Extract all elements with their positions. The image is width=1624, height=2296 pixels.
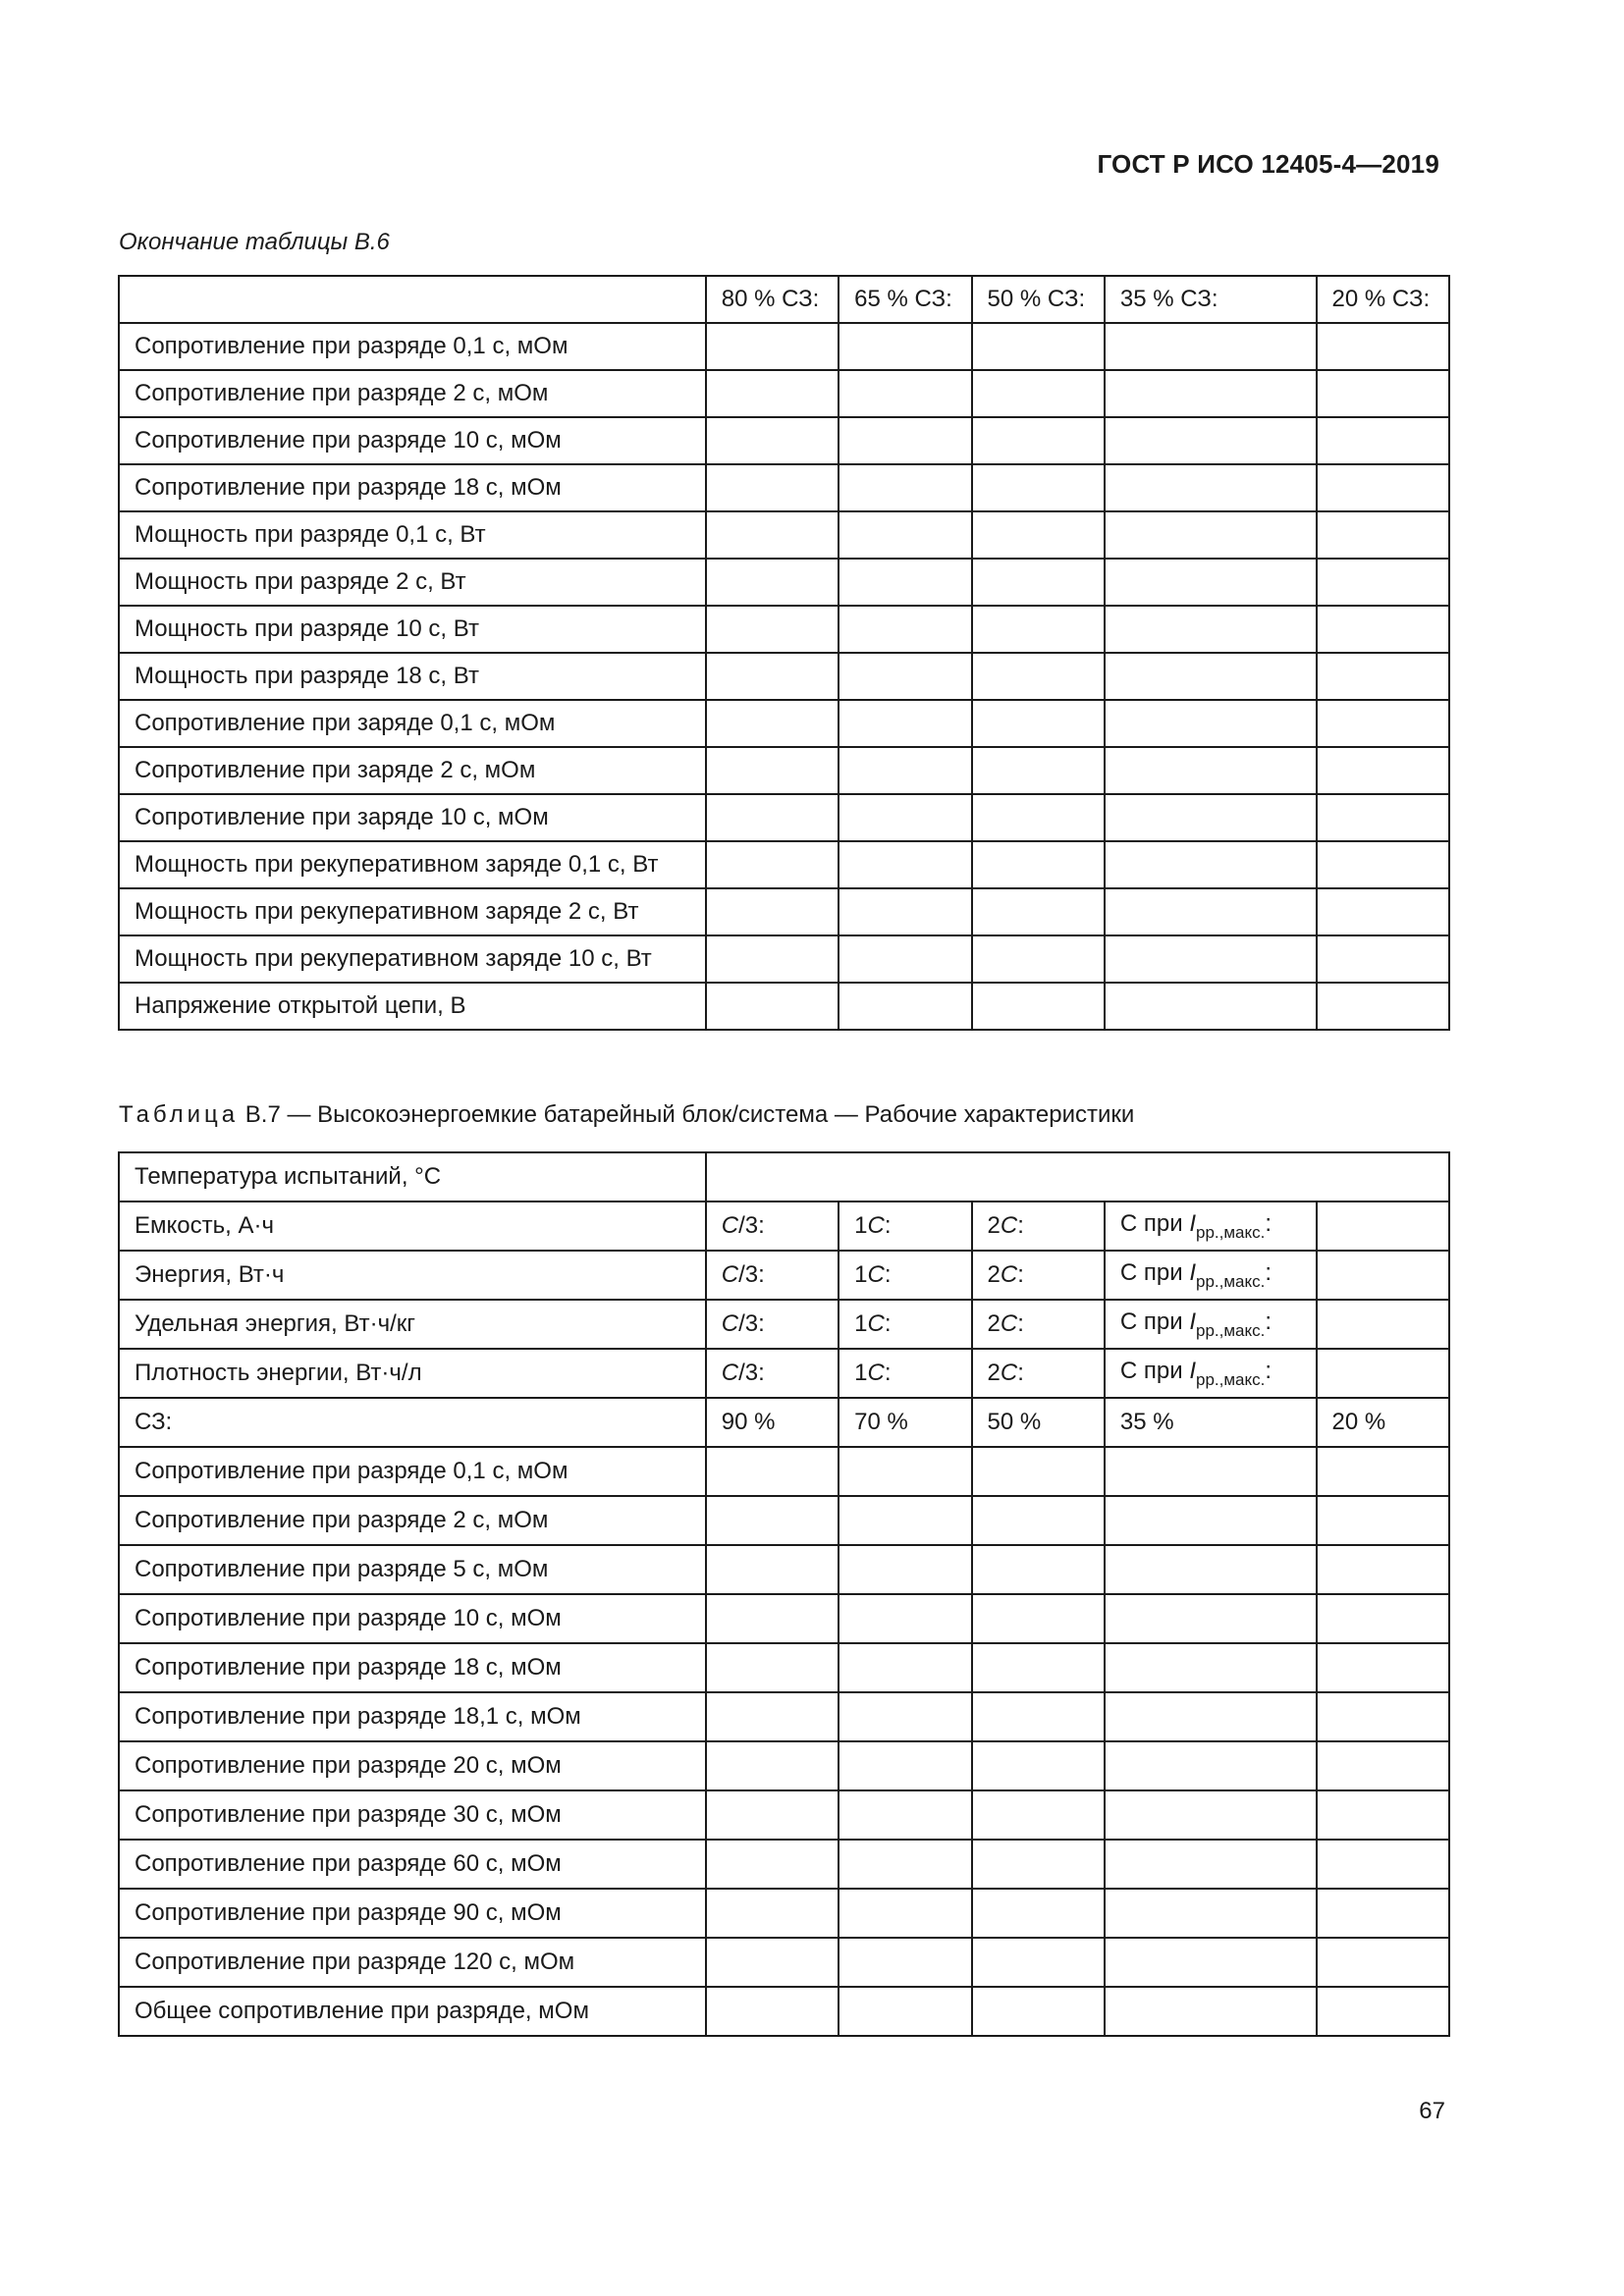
empty-cell	[706, 653, 839, 700]
empty-cell	[972, 1643, 1105, 1692]
empty-cell	[839, 983, 971, 1030]
empty-cell	[706, 1545, 839, 1594]
empty-cell	[706, 935, 839, 983]
rate-max-cell	[1105, 1201, 1317, 1251]
row-label: Мощность при разряде 2 с, Вт	[119, 559, 706, 606]
empty-cell	[706, 1496, 839, 1545]
table-continuation-caption: Окончание таблицы В.6	[119, 229, 390, 255]
table-title-word: Таблица	[119, 1101, 240, 1128]
empty-cell	[1317, 559, 1449, 606]
rate-1c-cell	[839, 1349, 971, 1398]
rate-suffix: /3:	[738, 1360, 765, 1386]
empty-cell	[839, 1692, 971, 1741]
row-label: Сопротивление при разряде 60 с, мОм	[119, 1840, 706, 1889]
row-label: Мощность при рекуперативном заряде 10 с, Вт	[119, 935, 706, 983]
rate-max-cell	[1105, 1300, 1317, 1349]
soc-value: 50 %	[972, 1398, 1105, 1447]
empty-cell	[972, 794, 1105, 841]
row-label: Мощность при разряде 10 с, Вт	[119, 606, 706, 653]
row-label: Энергия, Вт·ч	[119, 1251, 706, 1300]
empty-cell	[839, 511, 971, 559]
empty-cell	[706, 1594, 839, 1643]
table-row	[119, 653, 1449, 700]
empty-cell	[1105, 653, 1317, 700]
table-row	[119, 841, 1449, 888]
empty-cell	[839, 1545, 971, 1594]
empty-cell	[839, 653, 971, 700]
empty-cell	[972, 1889, 1105, 1938]
empty-cell	[1317, 1349, 1449, 1398]
empty-cell	[1105, 606, 1317, 653]
empty-cell	[972, 511, 1105, 559]
empty-cell	[1317, 1692, 1449, 1741]
empty-cell	[839, 1938, 971, 1987]
rate-2c-cell	[972, 1349, 1105, 1398]
empty-cell	[839, 888, 971, 935]
empty-cell	[1105, 983, 1317, 1030]
empty-cell	[972, 370, 1105, 417]
table-row	[119, 1447, 1449, 1496]
rate-symbol: C	[867, 1310, 885, 1337]
empty-cell	[972, 1741, 1105, 1790]
empty-cell	[972, 606, 1105, 653]
table-row	[119, 323, 1449, 370]
table-row	[119, 1987, 1449, 2036]
current-subscript: рр.,макс.	[1196, 1222, 1266, 1242]
table-row	[119, 606, 1449, 653]
empty-cell	[1105, 935, 1317, 983]
rate-suffix: :	[1265, 1357, 1272, 1384]
rate-symbol: C	[867, 1360, 885, 1386]
current-subscript: рр.,макс.	[1196, 1320, 1266, 1340]
empty-cell	[1105, 888, 1317, 935]
rate-suffix: /3:	[738, 1310, 765, 1337]
empty-cell	[1105, 1889, 1317, 1938]
empty-cell	[1105, 1545, 1317, 1594]
rate-max-cell	[1105, 1251, 1317, 1300]
empty-cell	[1317, 370, 1449, 417]
empty-cell	[706, 1790, 839, 1840]
table-row	[119, 417, 1449, 464]
soc-label: СЗ:	[119, 1398, 706, 1447]
rate-c3-cell	[706, 1349, 839, 1398]
empty-cell	[839, 1790, 971, 1840]
empty-cell	[1105, 794, 1317, 841]
empty-cell	[1105, 370, 1317, 417]
empty-cell	[1317, 1987, 1449, 2036]
empty-cell	[1317, 1496, 1449, 1545]
empty-cell	[1105, 1692, 1317, 1741]
rate-suffix: /3:	[738, 1212, 765, 1239]
table-row	[119, 464, 1449, 511]
empty-cell	[1317, 747, 1449, 794]
empty-cell	[706, 1643, 839, 1692]
row-label: Сопротивление при разряде 10 с, мОм	[119, 417, 706, 464]
rate-suffix: :	[1017, 1212, 1024, 1239]
empty-cell	[706, 323, 839, 370]
rate-prefix: С при	[1119, 1209, 1190, 1237]
empty-cell	[972, 323, 1105, 370]
current-subscript: рр.,макс.	[1196, 1369, 1266, 1389]
page-number: 67	[1419, 2098, 1445, 2124]
row-label: Сопротивление при разряде 20 с, мОм	[119, 1741, 706, 1790]
empty-cell	[706, 1987, 839, 2036]
capacity-row	[119, 1349, 1449, 1398]
table-row	[119, 370, 1449, 417]
row-label: Мощность при разряде 0,1 с, Вт	[119, 511, 706, 559]
table-b7	[118, 1151, 1450, 2037]
empty-cell	[706, 1840, 839, 1889]
empty-cell	[1105, 1840, 1317, 1889]
empty-cell	[972, 1447, 1105, 1496]
rate-prefix: 1	[854, 1212, 868, 1239]
row-label: Плотность энергии, Вт·ч/л	[119, 1349, 706, 1398]
empty-cell	[1105, 323, 1317, 370]
table-row	[119, 888, 1449, 935]
empty-cell	[1317, 1201, 1449, 1251]
empty-cell	[839, 935, 971, 983]
rate-symbol: C	[721, 1212, 739, 1239]
empty-cell	[972, 1594, 1105, 1643]
row-label: Сопротивление при разряде 18 с, мОм	[119, 1643, 706, 1692]
row-label: Сопротивление при заряде 10 с, мОм	[119, 794, 706, 841]
table-row	[119, 1790, 1449, 1840]
row-label: Сопротивление при разряде 18,1 с, мОм	[119, 1692, 706, 1741]
row-label: Сопротивление при разряде 120 с, мОм	[119, 1938, 706, 1987]
table-row	[119, 794, 1449, 841]
rate-symbol: C	[1000, 1360, 1018, 1386]
empty-cell	[1105, 417, 1317, 464]
empty-cell	[1317, 464, 1449, 511]
empty-cell	[839, 700, 971, 747]
current-symbol: I	[1189, 1258, 1196, 1286]
rate-symbol: C	[867, 1261, 885, 1288]
empty-cell	[972, 700, 1105, 747]
empty-cell	[1317, 841, 1449, 888]
row-label: Сопротивление при разряде 10 с, мОм	[119, 1594, 706, 1643]
empty-cell	[1317, 606, 1449, 653]
table-row	[119, 511, 1449, 559]
rate-prefix: 1	[854, 1310, 868, 1337]
empty-cell	[1317, 700, 1449, 747]
empty-cell	[1105, 1987, 1317, 2036]
table-row	[119, 1889, 1449, 1938]
empty-cell	[1105, 511, 1317, 559]
soc-value: 35 %	[1105, 1398, 1317, 1447]
empty-cell	[972, 983, 1105, 1030]
temperature-label: Температура испытаний, °C	[119, 1152, 706, 1201]
rate-prefix: С при	[1119, 1357, 1190, 1384]
empty-cell	[839, 606, 971, 653]
row-label: Сопротивление при разряде 18 с, мОм	[119, 464, 706, 511]
rate-symbol: C	[1000, 1212, 1018, 1239]
empty-cell	[1317, 1251, 1449, 1300]
current-symbol: I	[1189, 1308, 1196, 1335]
empty-cell	[706, 794, 839, 841]
empty-cell	[1105, 1447, 1317, 1496]
rate-prefix: 2	[987, 1310, 1001, 1337]
rate-prefix: 2	[987, 1360, 1001, 1386]
empty-cell	[839, 1594, 971, 1643]
row-label: Мощность при разряде 18 с, Вт	[119, 653, 706, 700]
empty-cell	[706, 888, 839, 935]
empty-cell	[1317, 1447, 1449, 1496]
empty-cell	[972, 1987, 1105, 2036]
header-cell: 80 % СЗ:	[706, 276, 839, 323]
rate-c3-cell	[706, 1201, 839, 1251]
empty-cell	[972, 841, 1105, 888]
rate-max-cell	[1105, 1349, 1317, 1398]
empty-cell	[972, 888, 1105, 935]
rate-symbol: C	[867, 1212, 885, 1239]
rate-1c-cell	[839, 1201, 971, 1251]
current-symbol: I	[1189, 1357, 1196, 1384]
document-header: ГОСТ Р ИСО 12405-4—2019	[1097, 149, 1439, 179]
row-label: Сопротивление при разряде 30 с, мОм	[119, 1790, 706, 1840]
empty-cell	[706, 747, 839, 794]
empty-cell	[706, 1938, 839, 1987]
empty-cell	[839, 464, 971, 511]
empty-cell	[706, 606, 839, 653]
empty-cell	[839, 370, 971, 417]
table-row	[119, 935, 1449, 983]
empty-cell	[1105, 464, 1317, 511]
row-label: Удельная энергия, Вт·ч/кг	[119, 1300, 706, 1349]
rate-suffix: :	[1017, 1310, 1024, 1337]
empty-cell	[1317, 1840, 1449, 1889]
empty-cell	[706, 841, 839, 888]
empty-cell	[1317, 1643, 1449, 1692]
empty-cell	[839, 747, 971, 794]
current-symbol: I	[1189, 1209, 1196, 1237]
table-row	[119, 700, 1449, 747]
rate-prefix: 1	[854, 1360, 868, 1386]
empty-cell	[972, 1938, 1105, 1987]
rate-prefix: 2	[987, 1212, 1001, 1239]
empty-cell	[1105, 1496, 1317, 1545]
row-label: Сопротивление при разряде 0,1 с, мОм	[119, 1447, 706, 1496]
empty-cell	[839, 1889, 971, 1938]
rate-c3-cell	[706, 1300, 839, 1349]
empty-cell	[1317, 1938, 1449, 1987]
empty-cell	[706, 700, 839, 747]
empty-cell	[972, 417, 1105, 464]
empty-cell	[706, 511, 839, 559]
empty-cell	[706, 1447, 839, 1496]
empty-cell	[1317, 1545, 1449, 1594]
empty-cell	[706, 417, 839, 464]
empty-cell	[839, 1496, 971, 1545]
rate-c3-cell	[706, 1251, 839, 1300]
empty-cell	[972, 653, 1105, 700]
empty-cell	[1317, 983, 1449, 1030]
empty-cell	[972, 1496, 1105, 1545]
empty-cell	[706, 370, 839, 417]
row-label: Сопротивление при разряде 2 с, мОм	[119, 370, 706, 417]
soc-row	[119, 1398, 1449, 1447]
empty-cell	[1317, 653, 1449, 700]
table-row	[119, 1692, 1449, 1741]
rate-prefix: С при	[1119, 1308, 1190, 1335]
rate-suffix: /3:	[738, 1261, 765, 1288]
empty-cell	[1317, 794, 1449, 841]
rate-1c-cell	[839, 1251, 971, 1300]
empty-cell	[839, 1741, 971, 1790]
rate-suffix: :	[1265, 1258, 1272, 1286]
empty-cell	[1105, 1594, 1317, 1643]
empty-cell	[972, 1790, 1105, 1840]
rate-symbol: C	[721, 1360, 739, 1386]
table-row	[119, 1643, 1449, 1692]
row-label: Емкость, А·ч	[119, 1201, 706, 1251]
rate-suffix: :	[1017, 1360, 1024, 1386]
empty-cell	[972, 464, 1105, 511]
rate-symbol: C	[721, 1310, 739, 1337]
empty-cell	[839, 1643, 971, 1692]
empty-cell	[1317, 1889, 1449, 1938]
rate-2c-cell	[972, 1251, 1105, 1300]
empty-cell	[1317, 323, 1449, 370]
rate-2c-cell	[972, 1201, 1105, 1251]
empty-cell	[706, 464, 839, 511]
table-row	[119, 1496, 1449, 1545]
empty-cell	[839, 417, 971, 464]
row-label: Мощность при рекуперативном заряде 0,1 с, Вт	[119, 841, 706, 888]
empty-cell	[706, 983, 839, 1030]
row-label: Сопротивление при разряде 90 с, мОм	[119, 1889, 706, 1938]
empty-cell	[1317, 511, 1449, 559]
empty-cell	[1105, 1790, 1317, 1840]
empty-cell	[839, 1987, 971, 2036]
empty-cell	[839, 323, 971, 370]
empty-cell	[1317, 888, 1449, 935]
header-cell	[119, 276, 706, 323]
header-cell: 65 % СЗ:	[839, 276, 971, 323]
empty-cell	[839, 559, 971, 606]
rate-suffix: :	[884, 1261, 892, 1288]
empty-cell	[706, 1889, 839, 1938]
row-label: Сопротивление при разряде 5 с, мОм	[119, 1545, 706, 1594]
table-row	[119, 1840, 1449, 1889]
row-label: Сопротивление при заряде 2 с, мОм	[119, 747, 706, 794]
capacity-row	[119, 1300, 1449, 1349]
row-label: Сопротивление при заряде 0,1 с, мОм	[119, 700, 706, 747]
temperature-value-cell	[706, 1152, 1449, 1201]
rate-suffix: :	[1265, 1308, 1272, 1335]
table-row	[119, 747, 1449, 794]
empty-cell	[1317, 1790, 1449, 1840]
empty-cell	[1105, 1643, 1317, 1692]
empty-cell	[972, 1545, 1105, 1594]
table-row	[119, 1594, 1449, 1643]
rate-symbol: C	[1000, 1310, 1018, 1337]
empty-cell	[972, 1692, 1105, 1741]
empty-cell	[706, 1692, 839, 1741]
empty-cell	[1317, 1741, 1449, 1790]
soc-value: 90 %	[706, 1398, 839, 1447]
rate-symbol: C	[721, 1261, 739, 1288]
table-row	[119, 1741, 1449, 1790]
rate-1c-cell	[839, 1300, 971, 1349]
empty-cell	[1317, 1594, 1449, 1643]
rate-suffix: :	[1017, 1261, 1024, 1288]
empty-cell	[839, 794, 971, 841]
empty-cell	[1105, 841, 1317, 888]
rate-symbol: C	[1000, 1261, 1018, 1288]
rate-suffix: :	[884, 1212, 892, 1239]
table-b6-end	[118, 275, 1450, 1031]
empty-cell	[1105, 1938, 1317, 1987]
row-label: Сопротивление при разряде 0,1 с, мОм	[119, 323, 706, 370]
row-label: Общее сопротивление при разряде, мОм	[119, 1987, 706, 2036]
row-label: Напряжение открытой цепи, В	[119, 983, 706, 1030]
header-cell: 50 % СЗ:	[972, 276, 1105, 323]
row-label: Мощность при рекуперативном заряде 2 с, Вт	[119, 888, 706, 935]
soc-value: 20 %	[1317, 1398, 1449, 1447]
rate-2c-cell	[972, 1300, 1105, 1349]
empty-cell	[1105, 559, 1317, 606]
empty-cell	[1105, 1741, 1317, 1790]
empty-cell	[972, 559, 1105, 606]
rate-suffix: :	[884, 1360, 892, 1386]
empty-cell	[972, 747, 1105, 794]
table-row	[119, 559, 1449, 606]
empty-cell	[1317, 935, 1449, 983]
table-row	[119, 1938, 1449, 1987]
table-row	[119, 1545, 1449, 1594]
table-row	[119, 983, 1449, 1030]
empty-cell	[839, 1447, 971, 1496]
row-label: Сопротивление при разряде 2 с, мОм	[119, 1496, 706, 1545]
capacity-row	[119, 1201, 1449, 1251]
empty-cell	[1105, 747, 1317, 794]
empty-cell	[1317, 417, 1449, 464]
header-cell: 20 % СЗ:	[1317, 276, 1449, 323]
rate-prefix: 1	[854, 1261, 868, 1288]
rate-prefix: С при	[1119, 1258, 1190, 1286]
rate-suffix: :	[884, 1310, 892, 1337]
empty-cell	[972, 935, 1105, 983]
table-title-text: В.7 — Высокоэнергоемкие батарейный блок/система — Рабочие характеристики	[239, 1101, 1135, 1128]
empty-cell	[1105, 700, 1317, 747]
table-b7-title	[119, 1101, 1134, 1129]
empty-cell	[706, 559, 839, 606]
empty-cell	[706, 1741, 839, 1790]
empty-cell	[972, 1840, 1105, 1889]
current-subscript: рр.,макс.	[1196, 1271, 1266, 1291]
soc-value: 70 %	[839, 1398, 971, 1447]
empty-cell	[839, 1840, 971, 1889]
table-header-row	[119, 276, 1449, 323]
capacity-row	[119, 1251, 1449, 1300]
empty-cell	[839, 841, 971, 888]
empty-cell	[1317, 1300, 1449, 1349]
header-cell: 35 % СЗ:	[1105, 276, 1317, 323]
temperature-row	[119, 1152, 1449, 1201]
rate-suffix: :	[1265, 1209, 1272, 1237]
rate-prefix: 2	[987, 1261, 1001, 1288]
